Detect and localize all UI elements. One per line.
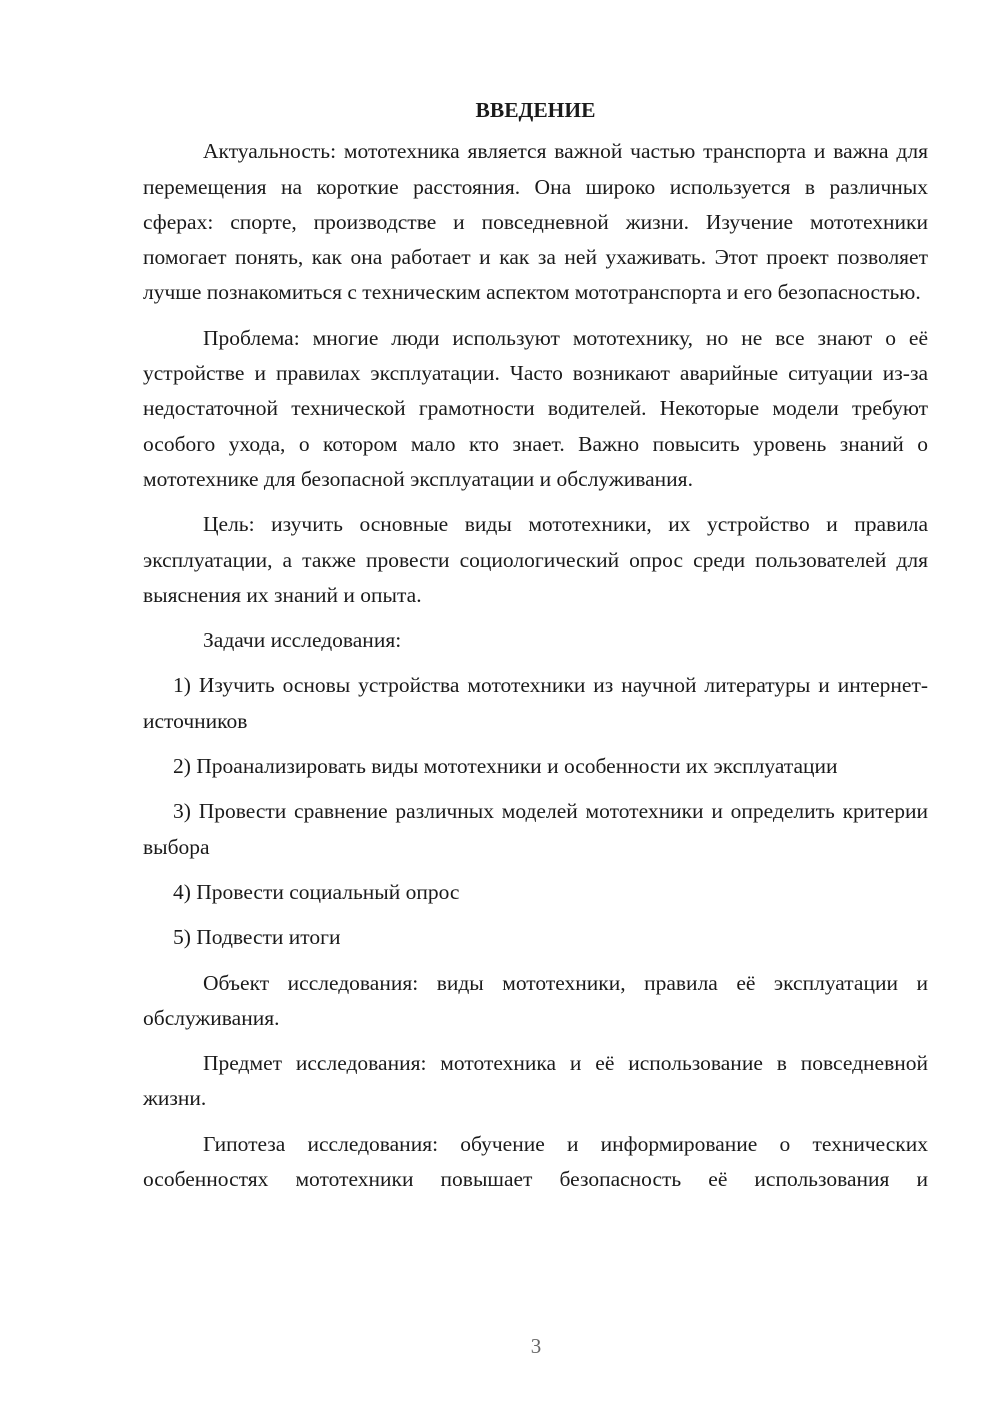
- task-item-5: 5) Подвести итоги: [173, 925, 341, 950]
- paragraph-object: Объект исследования: виды мототехники, правила её эксплуатации и обслуживания.: [143, 970, 928, 1030]
- section-heading: ВВЕДЕНИЕ: [475, 98, 596, 122]
- task-item-4: 4) Провести социальный опрос: [173, 879, 460, 904]
- paragraph-goal: Цель: изучить основные виды мототехники, их устройство и правила эксплуатации, а также провести социологический опрос среди пользователей для выяснения их знаний и опыта.: [143, 512, 928, 607]
- page-number: 3: [530, 1334, 542, 1358]
- task-item-1: 1) Изучить основы устройства мототехники из научной литературы и интернет-источников: [143, 673, 928, 733]
- task-item-3: 3) Провести сравнение различных моделей мототехники и определить критерии выбора: [143, 799, 928, 859]
- task-item-2: 2) Проанализировать виды мототехники и особенности их эксплуатации: [173, 754, 838, 779]
- paragraph-relevance: Актуальность: мототехника является важной частью транспорта и важна для перемещения на короткие расстояния. Она широко используется в различных сферах: спорте, производстве и повседневной жизни. Изучение мототехники помогает понять, как она работает и как за ней ухаживать. Этот проект позволяет лучше познакомиться с техническим аспектом мототранспорта и его безопасностью.: [143, 139, 928, 305]
- paragraph-subject: Предмет исследования: мототехника и её использование в повседневной жизни.: [143, 1051, 928, 1111]
- paragraph-hypothesis: Гипотеза исследования: обучение и информирование о технических особенностях мототехники повышает безопасность её использования и: [143, 1131, 928, 1192]
- paragraph-problem: Проблема: многие люди используют мототехнику, но не все знают о её устройстве и правилах эксплуатации. Часто возникают аварийные ситуации из-за недостаточной технической грамотности водителей. Некоторые модели требуют особого ухода, о котором мало кто знает. Важно повысить уровень знаний о мототехнике для безопасной эксплуатации и обслуживания.: [143, 325, 928, 491]
- page-body: [143, 93, 928, 1197]
- paragraph-tasks-heading: Задачи исследования:: [203, 628, 402, 653]
